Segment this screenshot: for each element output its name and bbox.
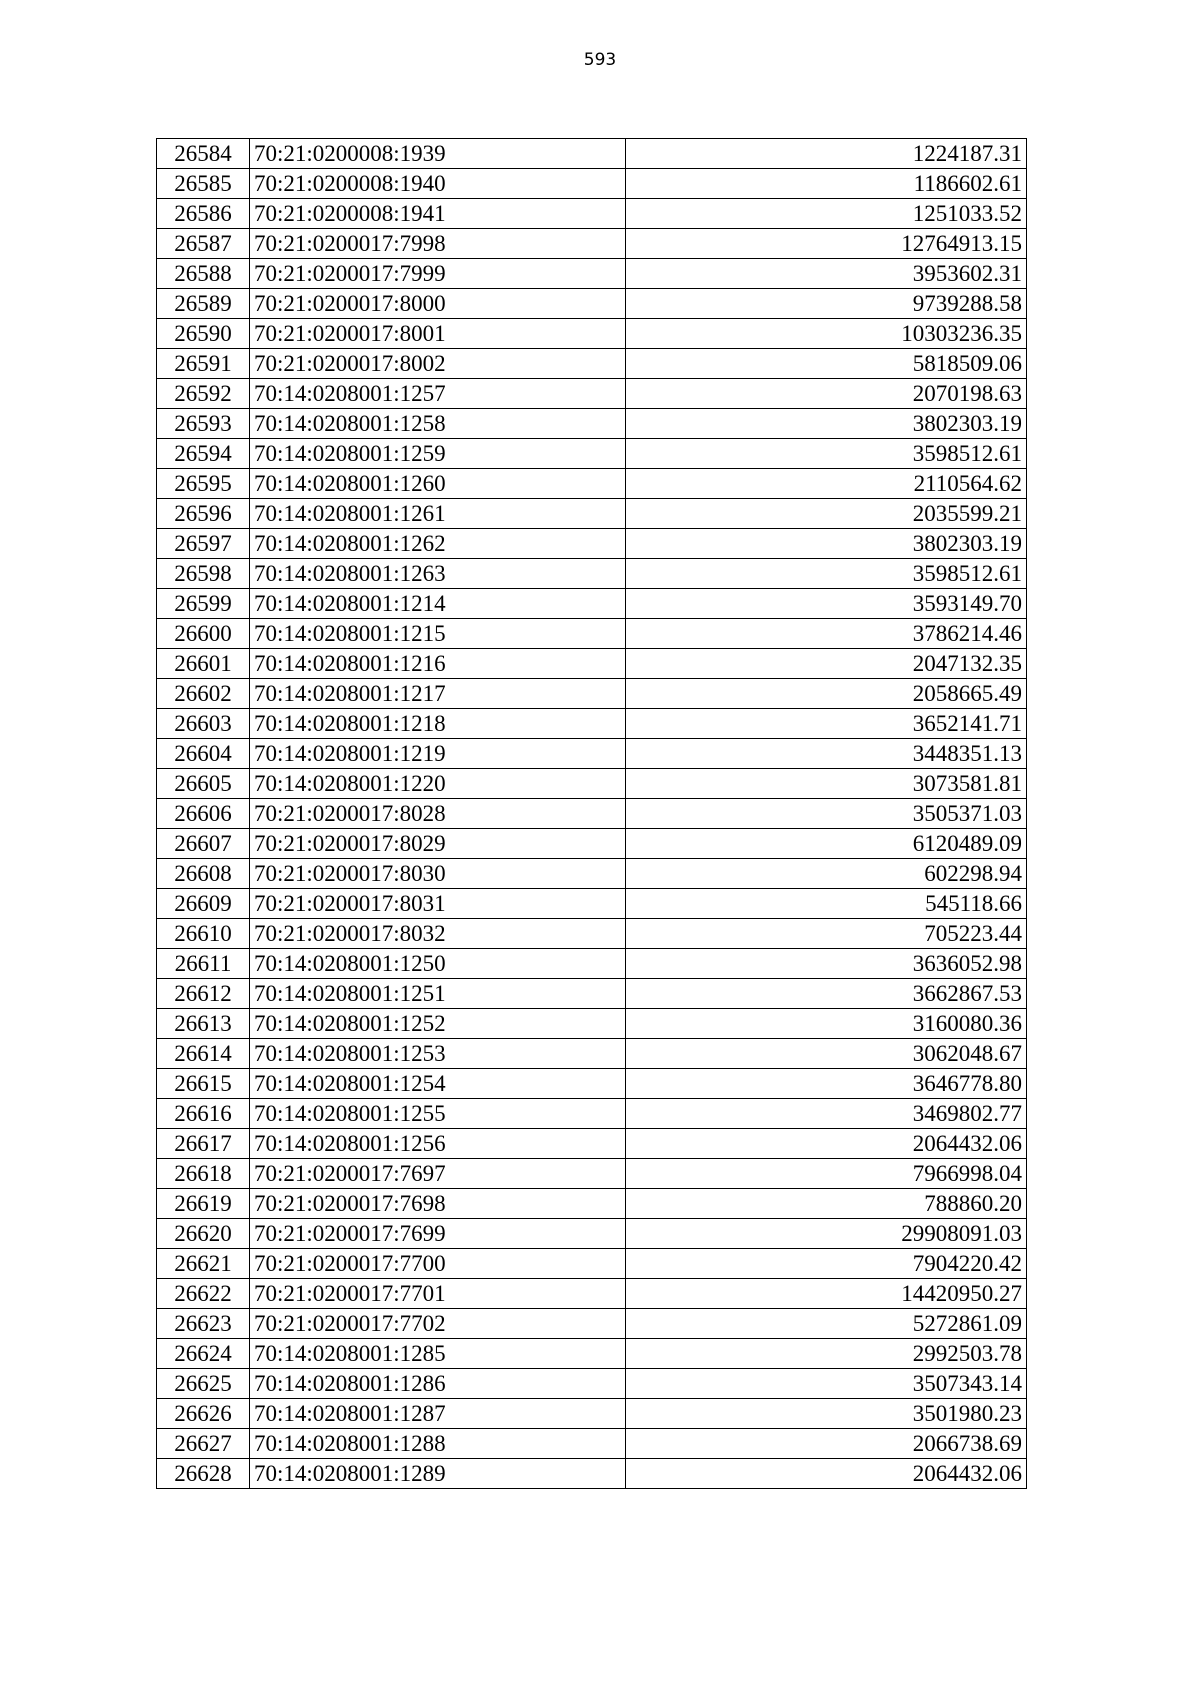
row-number-cell: 26594 <box>157 439 250 469</box>
table-row <box>157 1249 1027 1279</box>
cadastral-value-cell: 2035599.21 <box>626 499 1027 529</box>
table-row <box>157 1219 1027 1249</box>
cadastral-value-cell: 2110564.62 <box>626 469 1027 499</box>
cadastral-number-cell: 70:21:0200017:7699 <box>250 1219 626 1249</box>
cadastral-value-cell: 602298.94 <box>626 859 1027 889</box>
row-number-cell: 26619 <box>157 1189 250 1219</box>
row-number-cell: 26616 <box>157 1099 250 1129</box>
row-number-cell: 26586 <box>157 199 250 229</box>
cadastral-number-cell: 70:21:0200017:7698 <box>250 1189 626 1219</box>
cadastral-number-cell: 70:21:0200017:8031 <box>250 889 626 919</box>
table-row <box>157 139 1027 169</box>
table-row <box>157 949 1027 979</box>
cadastral-value-cell: 3786214.46 <box>626 619 1027 649</box>
row-number-cell: 26627 <box>157 1429 250 1459</box>
row-number-cell: 26601 <box>157 649 250 679</box>
cadastral-number-cell: 70:21:0200017:7697 <box>250 1159 626 1189</box>
cadastral-value-cell: 3646778.80 <box>626 1069 1027 1099</box>
row-number-cell: 26604 <box>157 739 250 769</box>
cadastral-value-cell: 7966998.04 <box>626 1159 1027 1189</box>
cadastral-value-cell: 545118.66 <box>626 889 1027 919</box>
cadastral-value-cell: 3598512.61 <box>626 439 1027 469</box>
table-row <box>157 1129 1027 1159</box>
table-row <box>157 739 1027 769</box>
cadastral-number-cell: 70:14:0208001:1287 <box>250 1399 626 1429</box>
row-number-cell: 26613 <box>157 1009 250 1039</box>
cadastral-value-cell: 3662867.53 <box>626 979 1027 1009</box>
cadastral-number-cell: 70:21:0200017:7700 <box>250 1249 626 1279</box>
cadastral-value-cell: 2064432.06 <box>626 1459 1027 1489</box>
row-number-cell: 26615 <box>157 1069 250 1099</box>
table-row <box>157 919 1027 949</box>
table-row <box>157 379 1027 409</box>
cadastral-value-cell: 3953602.31 <box>626 259 1027 289</box>
table-row <box>157 319 1027 349</box>
cadastral-number-cell: 70:14:0208001:1252 <box>250 1009 626 1039</box>
cadastral-number-cell: 70:14:0208001:1262 <box>250 529 626 559</box>
table-row <box>157 889 1027 919</box>
cadastral-value-cell: 3652141.71 <box>626 709 1027 739</box>
cadastral-number-cell: 70:21:0200017:7999 <box>250 259 626 289</box>
table-row <box>157 799 1027 829</box>
cadastral-value-cell: 2066738.69 <box>626 1429 1027 1459</box>
cadastral-value-cell: 1224187.31 <box>626 139 1027 169</box>
cadastral-number-cell: 70:14:0208001:1217 <box>250 679 626 709</box>
table-row <box>157 1339 1027 1369</box>
row-number-cell: 26602 <box>157 679 250 709</box>
cadastral-value-cell: 5818509.06 <box>626 349 1027 379</box>
cadastral-value-cell: 3636052.98 <box>626 949 1027 979</box>
cadastral-value-cell: 1251033.52 <box>626 199 1027 229</box>
cadastral-number-cell: 70:21:0200017:8028 <box>250 799 626 829</box>
cadastral-number-cell: 70:21:0200008:1941 <box>250 199 626 229</box>
table-row <box>157 199 1027 229</box>
cadastral-number-cell: 70:14:0208001:1214 <box>250 589 626 619</box>
cadastral-number-cell: 70:14:0208001:1257 <box>250 379 626 409</box>
table-row <box>157 559 1027 589</box>
cadastral-number-cell: 70:14:0208001:1261 <box>250 499 626 529</box>
cadastral-value-cell: 3598512.61 <box>626 559 1027 589</box>
table-row <box>157 649 1027 679</box>
row-number-cell: 26608 <box>157 859 250 889</box>
row-number-cell: 26603 <box>157 709 250 739</box>
row-number-cell: 26620 <box>157 1219 250 1249</box>
table-row <box>157 1459 1027 1489</box>
row-number-cell: 26611 <box>157 949 250 979</box>
row-number-cell: 26605 <box>157 769 250 799</box>
cadastral-number-cell: 70:14:0208001:1218 <box>250 709 626 739</box>
row-number-cell: 26588 <box>157 259 250 289</box>
row-number-cell: 26591 <box>157 349 250 379</box>
row-number-cell: 26595 <box>157 469 250 499</box>
table-row <box>157 409 1027 439</box>
cadastral-value-cell: 3507343.14 <box>626 1369 1027 1399</box>
cadastral-number-cell: 70:21:0200017:8002 <box>250 349 626 379</box>
table-row <box>157 259 1027 289</box>
cadastral-number-cell: 70:14:0208001:1216 <box>250 649 626 679</box>
cadastral-value-cell: 14420950.27 <box>626 1279 1027 1309</box>
cadastral-value-cell: 2047132.35 <box>626 649 1027 679</box>
cadastral-number-cell: 70:21:0200017:7701 <box>250 1279 626 1309</box>
table-row <box>157 1279 1027 1309</box>
cadastral-value-cell: 3501980.23 <box>626 1399 1027 1429</box>
row-number-cell: 26600 <box>157 619 250 649</box>
cadastral-value-cell: 3062048.67 <box>626 1039 1027 1069</box>
table-row <box>157 349 1027 379</box>
table-row <box>157 1009 1027 1039</box>
cadastral-value-table <box>156 138 1027 1489</box>
row-number-cell: 26614 <box>157 1039 250 1069</box>
cadastral-value-cell: 3802303.19 <box>626 409 1027 439</box>
table-row <box>157 169 1027 199</box>
row-number-cell: 26621 <box>157 1249 250 1279</box>
row-number-cell: 26593 <box>157 409 250 439</box>
table-row <box>157 1309 1027 1339</box>
cadastral-value-cell: 5272861.09 <box>626 1309 1027 1339</box>
cadastral-number-cell: 70:14:0208001:1289 <box>250 1459 626 1489</box>
cadastral-number-cell: 70:14:0208001:1255 <box>250 1099 626 1129</box>
row-number-cell: 26592 <box>157 379 250 409</box>
row-number-cell: 26610 <box>157 919 250 949</box>
row-number-cell: 26618 <box>157 1159 250 1189</box>
cadastral-value-cell: 9739288.58 <box>626 289 1027 319</box>
row-number-cell: 26617 <box>157 1129 250 1159</box>
cadastral-number-cell: 70:21:0200017:7702 <box>250 1309 626 1339</box>
table-row <box>157 1069 1027 1099</box>
cadastral-number-cell: 70:14:0208001:1219 <box>250 739 626 769</box>
row-number-cell: 26590 <box>157 319 250 349</box>
cadastral-number-cell: 70:21:0200017:8030 <box>250 859 626 889</box>
row-number-cell: 26612 <box>157 979 250 1009</box>
cadastral-number-cell: 70:21:0200008:1939 <box>250 139 626 169</box>
table-row <box>157 289 1027 319</box>
row-number-cell: 26628 <box>157 1459 250 1489</box>
cadastral-value-cell: 3469802.77 <box>626 1099 1027 1129</box>
cadastral-number-cell: 70:21:0200017:8000 <box>250 289 626 319</box>
cadastral-value-cell: 3073581.81 <box>626 769 1027 799</box>
cadastral-value-cell: 3802303.19 <box>626 529 1027 559</box>
row-number-cell: 26587 <box>157 229 250 259</box>
cadastral-value-cell: 10303236.35 <box>626 319 1027 349</box>
table-row <box>157 829 1027 859</box>
row-number-cell: 26609 <box>157 889 250 919</box>
cadastral-number-cell: 70:14:0208001:1288 <box>250 1429 626 1459</box>
cadastral-number-cell: 70:21:0200017:8032 <box>250 919 626 949</box>
table-row <box>157 769 1027 799</box>
table-row <box>157 589 1027 619</box>
cadastral-value-cell: 3593149.70 <box>626 589 1027 619</box>
table-row <box>157 1099 1027 1129</box>
table-row <box>157 1159 1027 1189</box>
row-number-cell: 26622 <box>157 1279 250 1309</box>
table-row <box>157 229 1027 259</box>
row-number-cell: 26589 <box>157 289 250 319</box>
cadastral-number-cell: 70:21:0200008:1940 <box>250 169 626 199</box>
row-number-cell: 26596 <box>157 499 250 529</box>
cadastral-value-cell: 2992503.78 <box>626 1339 1027 1369</box>
cadastral-number-cell: 70:14:0208001:1253 <box>250 1039 626 1069</box>
cadastral-number-cell: 70:14:0208001:1254 <box>250 1069 626 1099</box>
cadastral-value-cell: 788860.20 <box>626 1189 1027 1219</box>
cadastral-number-cell: 70:21:0200017:8029 <box>250 829 626 859</box>
table-row <box>157 679 1027 709</box>
cadastral-number-cell: 70:21:0200017:7998 <box>250 229 626 259</box>
row-number-cell: 26585 <box>157 169 250 199</box>
row-number-cell: 26626 <box>157 1399 250 1429</box>
table-row <box>157 619 1027 649</box>
row-number-cell: 26598 <box>157 559 250 589</box>
cadastral-value-cell: 3160080.36 <box>626 1009 1027 1039</box>
cadastral-number-cell: 70:14:0208001:1260 <box>250 469 626 499</box>
cadastral-number-cell: 70:14:0208001:1215 <box>250 619 626 649</box>
table-row <box>157 1399 1027 1429</box>
table-row <box>157 1369 1027 1399</box>
row-number-cell: 26623 <box>157 1309 250 1339</box>
cadastral-value-cell: 3505371.03 <box>626 799 1027 829</box>
table-row <box>157 499 1027 529</box>
cadastral-value-cell: 1186602.61 <box>626 169 1027 199</box>
row-number-cell: 26624 <box>157 1339 250 1369</box>
cadastral-value-cell: 3448351.13 <box>626 739 1027 769</box>
cadastral-value-cell: 2058665.49 <box>626 679 1027 709</box>
table-row <box>157 709 1027 739</box>
cadastral-value-cell: 12764913.15 <box>626 229 1027 259</box>
cadastral-value-cell: 7904220.42 <box>626 1249 1027 1279</box>
cadastral-value-cell: 6120489.09 <box>626 829 1027 859</box>
row-number-cell: 26625 <box>157 1369 250 1399</box>
row-number-cell: 26584 <box>157 139 250 169</box>
cadastral-number-cell: 70:14:0208001:1220 <box>250 769 626 799</box>
table-row <box>157 1189 1027 1219</box>
cadastral-number-cell: 70:14:0208001:1259 <box>250 439 626 469</box>
cadastral-number-cell: 70:14:0208001:1250 <box>250 949 626 979</box>
cadastral-value-cell: 29908091.03 <box>626 1219 1027 1249</box>
cadastral-number-cell: 70:14:0208001:1285 <box>250 1339 626 1369</box>
row-number-cell: 26599 <box>157 589 250 619</box>
table-row <box>157 439 1027 469</box>
page-number: 593 <box>583 50 617 70</box>
cadastral-value-cell: 2070198.63 <box>626 379 1027 409</box>
cadastral-number-cell: 70:14:0208001:1286 <box>250 1369 626 1399</box>
cadastral-number-cell: 70:14:0208001:1251 <box>250 979 626 1009</box>
cadastral-number-cell: 70:14:0208001:1263 <box>250 559 626 589</box>
cadastral-number-cell: 70:21:0200017:8001 <box>250 319 626 349</box>
cadastral-value-cell: 2064432.06 <box>626 1129 1027 1159</box>
table-body <box>157 139 1027 1489</box>
row-number-cell: 26607 <box>157 829 250 859</box>
table-row <box>157 859 1027 889</box>
table-row <box>157 529 1027 559</box>
cadastral-value-cell: 705223.44 <box>626 919 1027 949</box>
table-row <box>157 469 1027 499</box>
row-number-cell: 26606 <box>157 799 250 829</box>
row-number-cell: 26597 <box>157 529 250 559</box>
cadastral-number-cell: 70:14:0208001:1258 <box>250 409 626 439</box>
table-row <box>157 1429 1027 1459</box>
cadastral-number-cell: 70:14:0208001:1256 <box>250 1129 626 1159</box>
table-row <box>157 1039 1027 1069</box>
table-row <box>157 979 1027 1009</box>
